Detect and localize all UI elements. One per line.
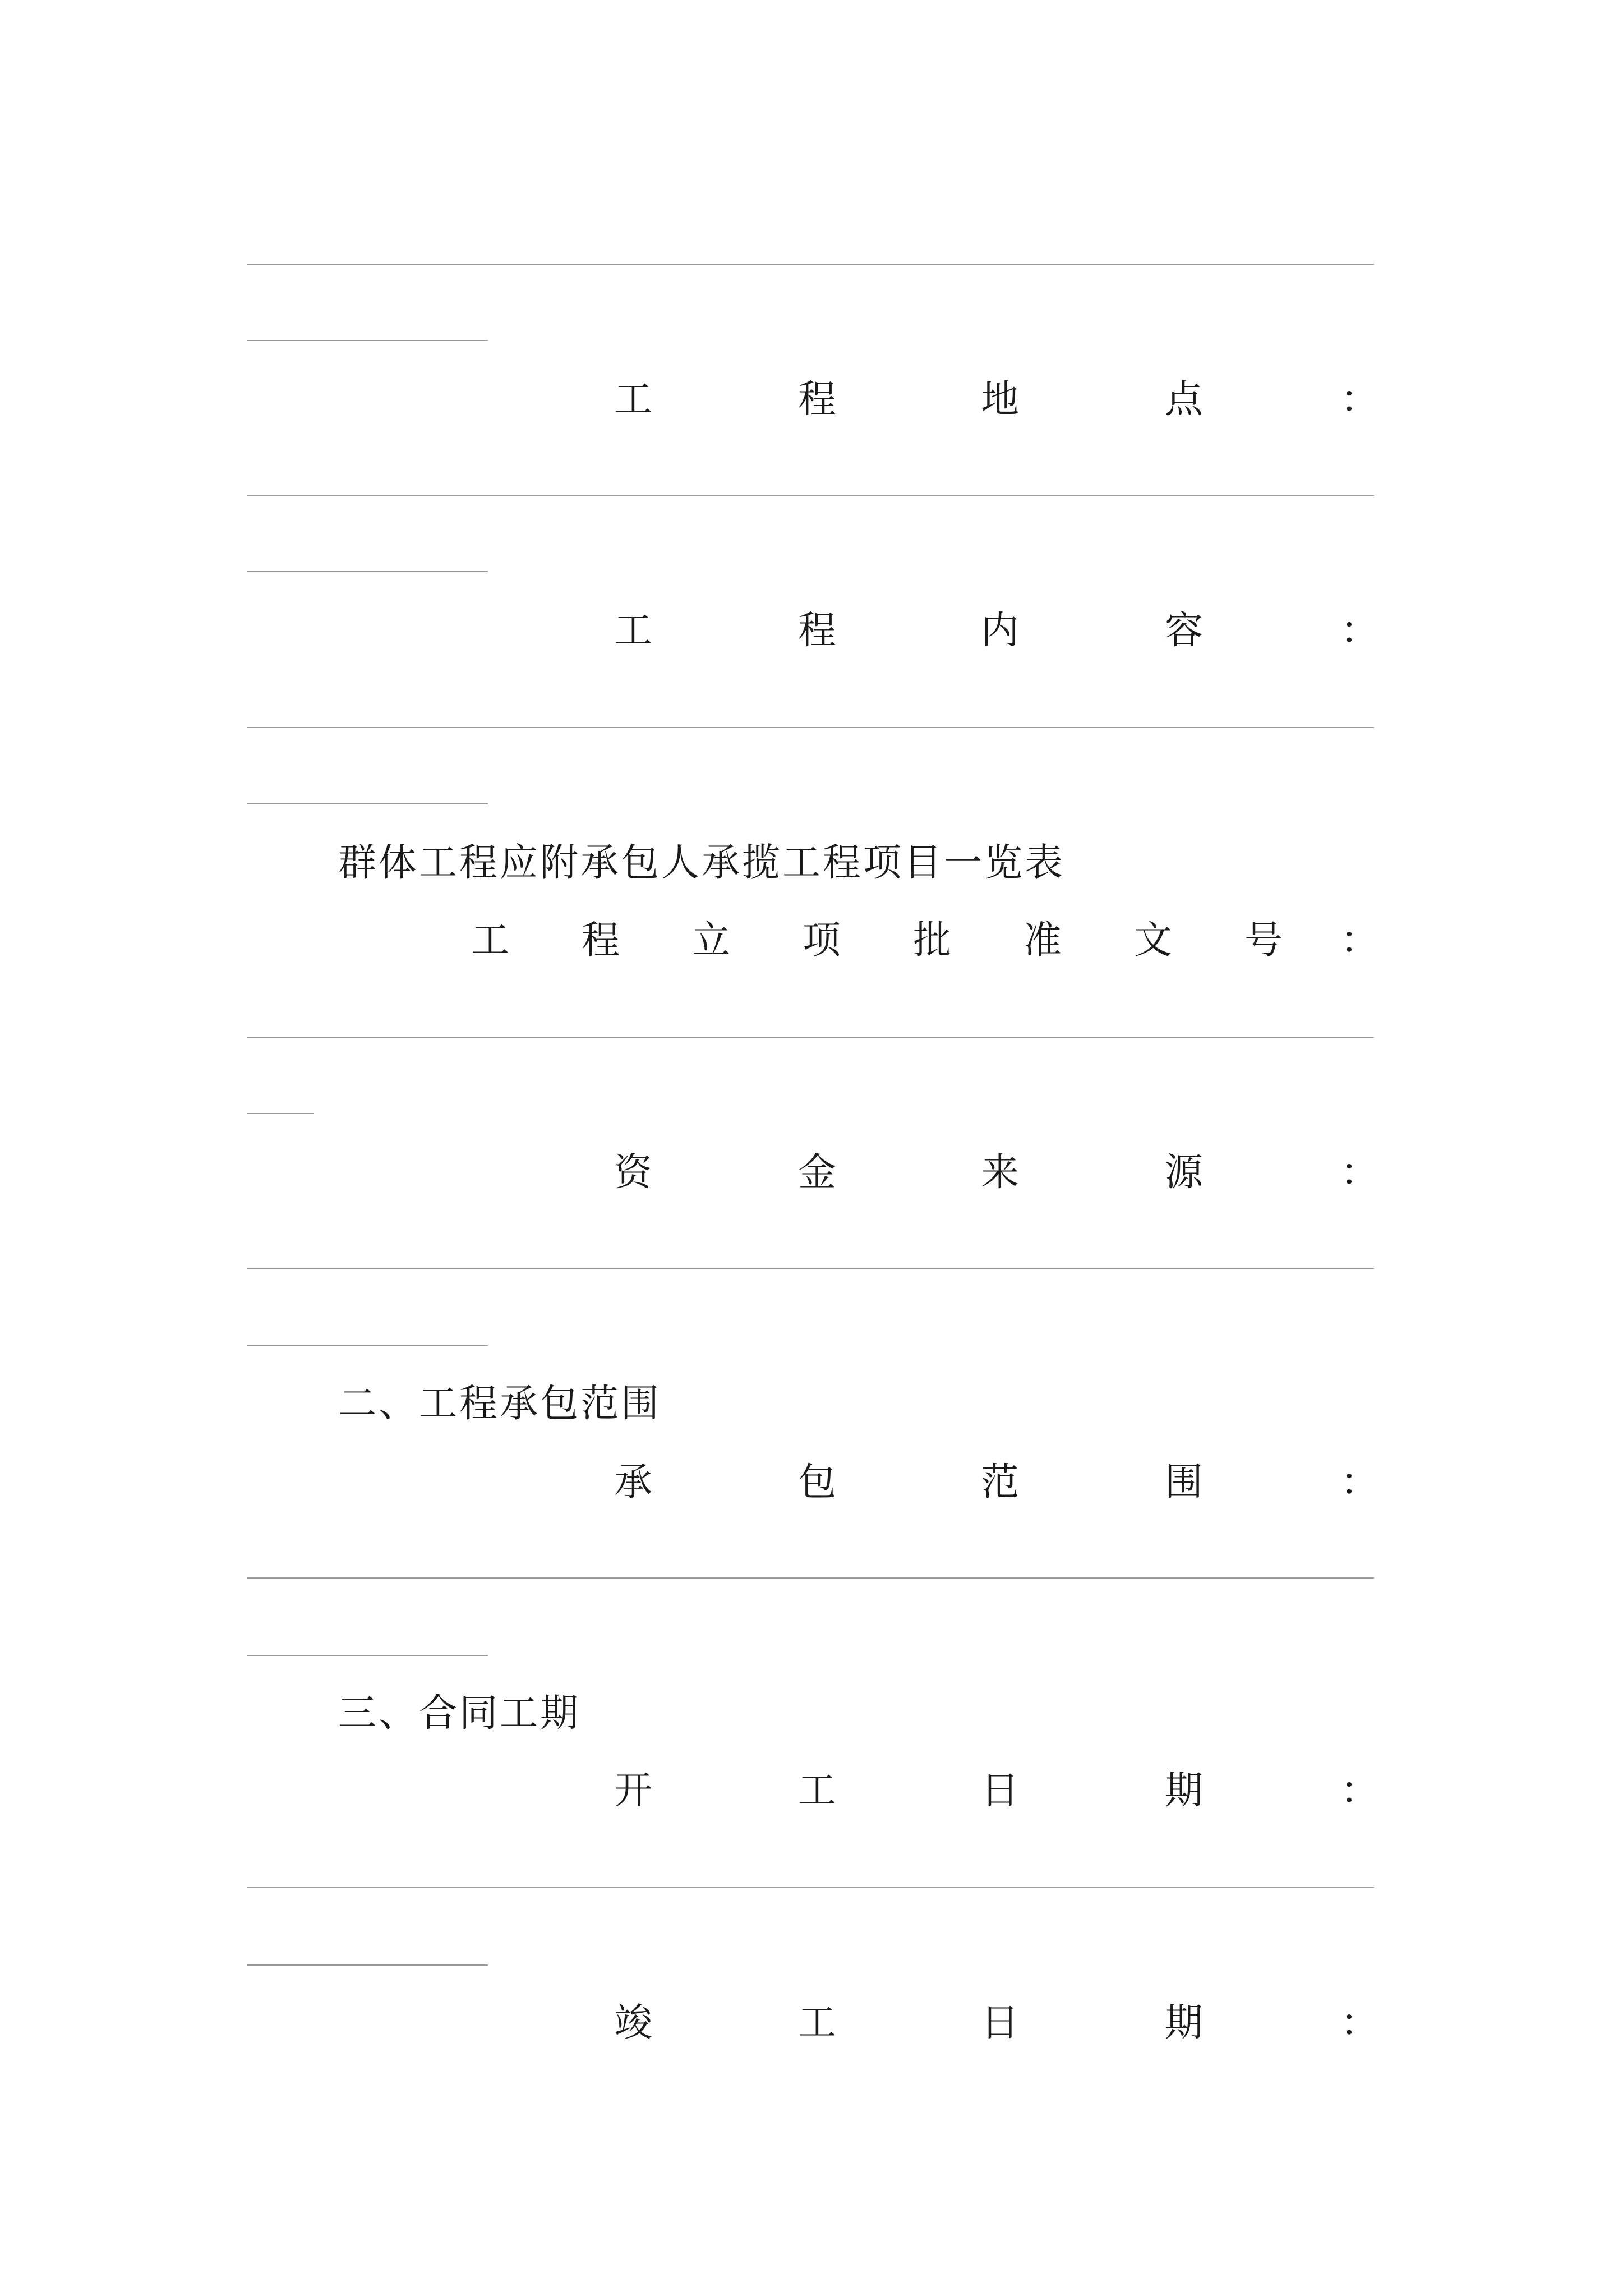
label-char: 期	[1165, 1769, 1204, 1813]
label-char: 文	[1134, 918, 1173, 963]
section-heading-period: 三、合同工期	[338, 1691, 581, 1736]
label-colon: ：	[1340, 918, 1379, 963]
label-char: 号	[1244, 918, 1283, 963]
label-char: 程	[798, 609, 837, 653]
label-char: 内	[981, 609, 1020, 653]
label-char: 批	[913, 918, 952, 963]
label-char: 项	[803, 918, 841, 963]
label-char: 工	[471, 918, 510, 963]
group-project-note: 群体工程应附承包人承揽工程项目一览表	[338, 841, 1066, 885]
label-char: 金	[798, 1151, 837, 1195]
label-char: 期	[1165, 2001, 1204, 2045]
label-colon: ：	[1340, 609, 1379, 653]
label-char: 承	[614, 1460, 653, 1504]
section-heading-scope: 二、工程承包范围	[338, 1382, 662, 1426]
fill-line	[247, 264, 1374, 265]
label-char: 准	[1023, 918, 1062, 963]
label-colon: ：	[1340, 1769, 1379, 1813]
label-char: 点	[1165, 378, 1204, 422]
contract-scope-line	[247, 1577, 1374, 1579]
label-char: 地	[981, 378, 1020, 422]
label-char: 范	[981, 1460, 1020, 1504]
label-char: 日	[981, 1769, 1020, 1813]
approval-number-line	[247, 1037, 1374, 1038]
label-colon: ：	[1340, 2001, 1379, 2045]
label-char: 围	[1165, 1460, 1204, 1504]
start-date-line	[247, 1887, 1374, 1888]
label-char: 来	[981, 1151, 1020, 1195]
label-char: 资	[614, 1151, 653, 1195]
fill-line	[247, 340, 488, 341]
funding-source-line	[247, 1345, 488, 1346]
funding-source-line	[247, 1268, 1374, 1269]
label-char: 工	[614, 378, 653, 422]
label-char: 开	[614, 1769, 653, 1813]
start-date-line	[247, 1964, 488, 1966]
label-colon: ：	[1340, 378, 1379, 422]
project-content-line	[247, 727, 1374, 728]
project-content-line	[247, 803, 488, 804]
project-location-line	[247, 571, 488, 572]
label-char: 容	[1165, 609, 1204, 653]
approval-number-line	[247, 1113, 314, 1114]
project-location-line	[247, 495, 1374, 496]
label-char: 程	[582, 918, 620, 963]
label-char: 工	[798, 1769, 837, 1813]
label-char: 工	[614, 609, 653, 653]
label-colon: ：	[1340, 1151, 1379, 1195]
label-char: 包	[798, 1460, 837, 1504]
label-colon: ：	[1340, 1460, 1379, 1504]
label-char: 日	[981, 2001, 1020, 2045]
label-char: 程	[798, 378, 837, 422]
label-char: 立	[692, 918, 731, 963]
label-char: 工	[798, 2001, 837, 2045]
label-char: 源	[1165, 1151, 1204, 1195]
label-char: 竣	[614, 2001, 653, 2045]
contract-scope-line	[247, 1655, 488, 1656]
